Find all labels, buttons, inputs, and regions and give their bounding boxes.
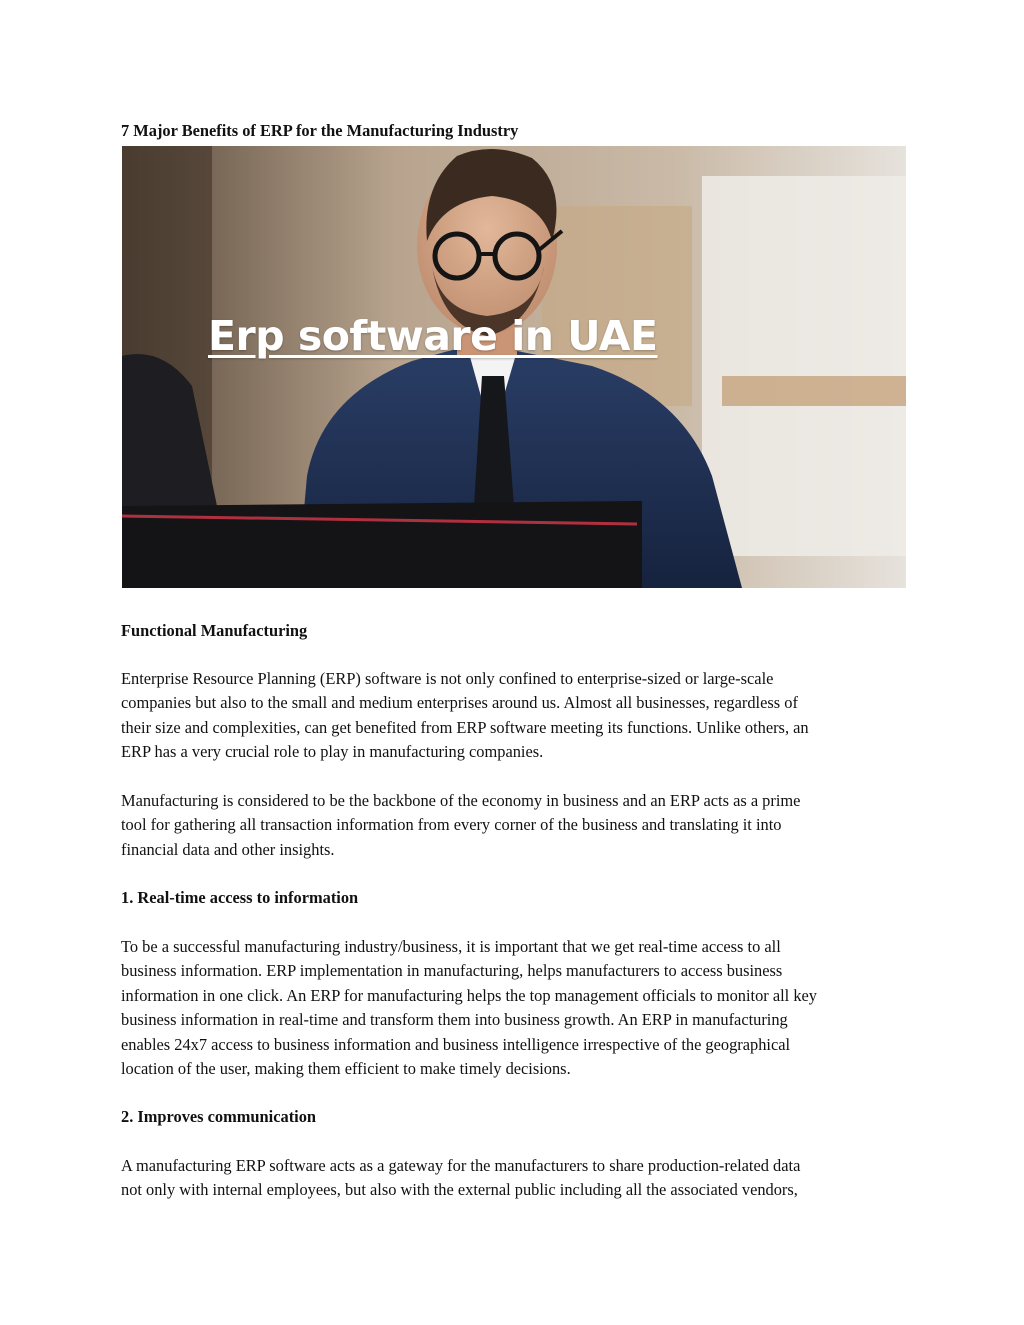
section-heading-realtime: 1. Real-time access to information [121, 888, 359, 907]
paragraph-functional-2 [121, 789, 911, 862]
text-line: enables 24x7 access to business information and business intelligence irrespective of the geographical [121, 1034, 791, 1054]
hero-caption: Erp software in UAE [208, 312, 658, 360]
text-line: Enterprise Resource Planning (ERP) software is not only confined to enterprise-sized or large-scale [121, 669, 774, 688]
section-heading-functional: Functional Manufacturing [121, 621, 308, 640]
section-heading-communication: 2. Improves communication [121, 1107, 317, 1126]
paragraph-communication [121, 1154, 911, 1203]
text-line: A manufacturing ERP software acts as a gateway for the manufacturers to share production-related data [121, 1156, 801, 1175]
paragraph-functional-1 [121, 667, 911, 765]
text-line: location of the user, making them efficient to make timely decisions. [121, 1059, 571, 1079]
text-line: information in one click. An ERP for manufacturing helps the top management officials to monitor all key [121, 985, 817, 1005]
text-line: financial data and other insights. [121, 839, 335, 859]
text-line: not only with internal employees, but also with the external public including all the associated vendors, [121, 1180, 798, 1200]
text-line: their size and complexities, can get benefited from ERP software meeting its functions. Unlike others, an [121, 717, 809, 737]
text-line: companies but also to the small and medium enterprises around us. Almost all businesses, regardless of [121, 693, 798, 713]
text-line: ERP has a very crucial role to play in manufacturing companies. [121, 742, 544, 762]
text-line: tool for gathering all transaction information from every corner of the business and translating it into [121, 815, 782, 835]
text-line: To be a successful manufacturing industry/business, it is important that we get real-time access to all [121, 937, 781, 956]
hero-photo [122, 146, 906, 588]
text-line: business information. ERP implementation in manufacturing, helps manufacturers to access business [121, 961, 783, 981]
document-title: 7 Major Benefits of ERP for the Manufacturing Industry [121, 121, 519, 140]
paragraph-realtime [121, 935, 911, 1081]
text-line: business information in real-time and transform them into business growth. An ERP in manufacturing [121, 1010, 788, 1030]
text-line: Manufacturing is considered to be the backbone of the economy in business and an ERP acts as a prime [121, 791, 801, 810]
hero-image [122, 146, 906, 588]
